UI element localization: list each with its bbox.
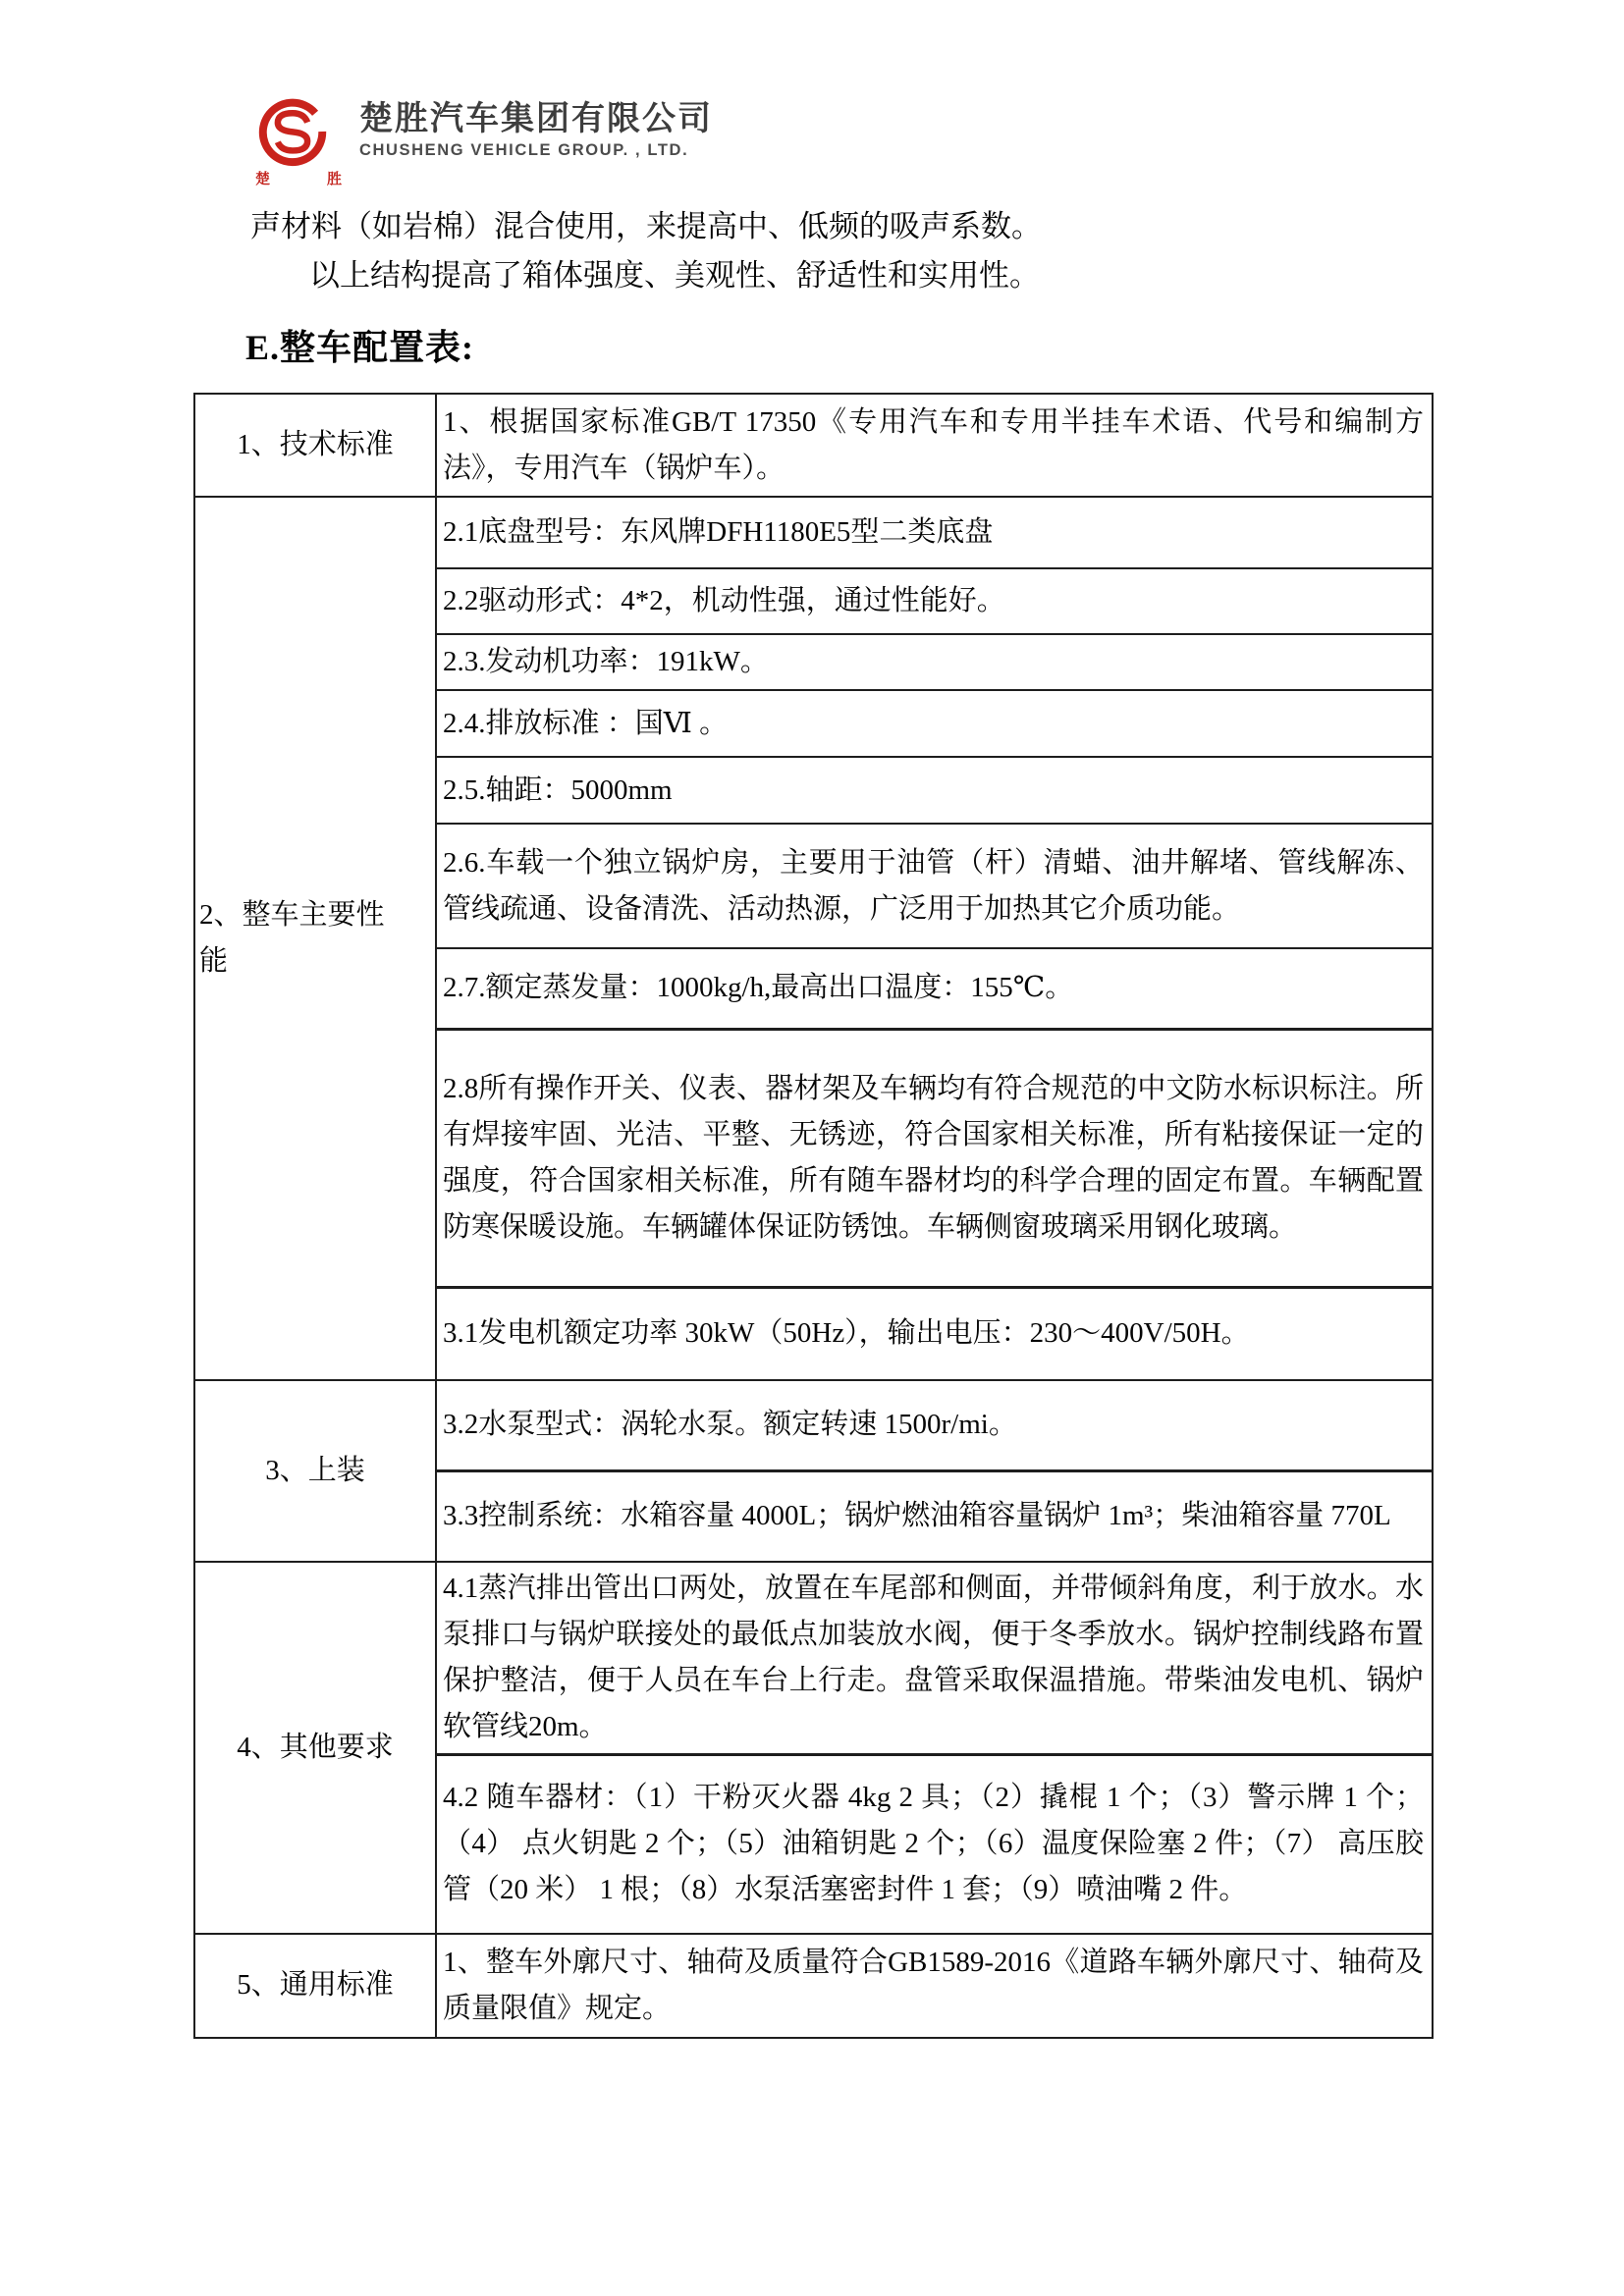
company-names bbox=[359, 96, 713, 160]
table-row bbox=[194, 1934, 1433, 2038]
table-row bbox=[194, 394, 1433, 497]
logo-seal-characters bbox=[255, 168, 342, 188]
row-onboard-equipment: 4.2 随车器材：（1）干粉灭火器 4kg 2 具；（2）撬棍 1 个；（3）警示牌 1 个；（4） 点火钥匙 2 个；（5）油箱钥匙 2 个；（6）温度保险塞 2 件；（7） 高压胶管（20 米） 1 根；（8）水泵活塞密封件 1 套；（9）喷油嘴 2 件。 bbox=[436, 1755, 1433, 1934]
row-drive-type: 2.2驱动形式：4*2，机动性强，通过性能好。 bbox=[436, 568, 1433, 634]
company-name-cn: 楚胜汽车集团有限公司 bbox=[359, 100, 713, 137]
logo-seal-char-left: 楚 bbox=[255, 172, 271, 187]
company-header bbox=[255, 96, 713, 188]
section-label-main-performance bbox=[194, 497, 436, 1380]
company-logo-icon bbox=[257, 96, 328, 167]
intro-paragraph-line-1: 声材料（如岩棉）混合使用，来提高中、低频的吸声系数。 bbox=[250, 209, 1042, 243]
row-engine-power: 2.3.发动机功率：191kW。 bbox=[436, 634, 1433, 690]
logo-seal-char-right: 胜 bbox=[326, 172, 342, 187]
row-general-standard: 1、整车外廓尺寸、轴荷及质量符合GB1589-2016《道路车辆外廓尺寸、轴荷及质量限值》规定。 bbox=[436, 1934, 1433, 2038]
section-label-superstructure: 3、上装 bbox=[194, 1380, 436, 1562]
vehicle-configuration-table bbox=[193, 393, 1434, 2039]
section-label-technical-standard: 1、技术标准 bbox=[194, 394, 436, 497]
section-label-general-standard: 5、通用标准 bbox=[194, 1934, 436, 2038]
row-emission-standard: 2.4.排放标准 ：国Ⅵ 。 bbox=[436, 690, 1433, 757]
row-chassis-model: 2.1底盘型号：东风牌DFH1180E5型二类底盘 bbox=[436, 497, 1433, 568]
row-rated-evaporation: 2.7.额定蒸发量：1000kg/h,最高出口温度：155℃。 bbox=[436, 948, 1433, 1029]
section-heading: E.整车配置表: bbox=[245, 328, 475, 367]
row-generator-rated-power: 3.1发电机额定功率 30kW（50Hz），输出电压：230～400V/50H。 bbox=[436, 1287, 1433, 1380]
row-boiler-room-function: 2.6.车载一个独立锅炉房，主要用于油管（杆）清蜡、油井解堵、管线解冻、管线疏通、设备清洗、活动热源，广泛用于加热其它介质功能。 bbox=[436, 824, 1433, 948]
table-row bbox=[194, 1562, 1433, 1755]
table-row bbox=[194, 497, 1433, 568]
company-name-en: CHUSHENG VEHICLE GROUP. , LTD. bbox=[359, 141, 689, 159]
row-water-pump-type: 3.2水泵型式：涡轮水泵。额定转速 1500r/mi。 bbox=[436, 1380, 1433, 1470]
row-technical-standard: 1、根据国家标准GB/T 17350《专用汽车和专用半挂车术语、代号和编制方法》，专用汽车（锅炉车）。 bbox=[436, 394, 1433, 497]
intro-paragraph-line-2: 以上结构提高了箱体强度、美观性、舒适性和实用性。 bbox=[309, 258, 1040, 293]
section-label-main-performance-text: 2、整车主要性能 bbox=[199, 899, 385, 977]
section-label-other-requirements: 4、其他要求 bbox=[194, 1562, 436, 1934]
row-steam-outlet: 4.1蒸汽排出管出口两处，放置在车尾部和侧面，并带倾斜角度，利于放水。水泵排口与锅炉联接处的最低点加装放水阀，便于冬季放水。锅炉控制线路布置保护整洁，便于人员在车台上行走。盘管采取保温措施。带柴油发电机、锅炉软管线20m。 bbox=[436, 1562, 1433, 1755]
row-wheelbase: 2.5.轴距：5000mm bbox=[436, 757, 1433, 824]
table-row bbox=[194, 1380, 1433, 1470]
row-switches-and-finish: 2.8所有操作开关、仪表、器材架及车辆均有符合规范的中文防水标识标注。所有焊接牢固、光洁、平整、无锈迹，符合国家相关标准，所有粘接保证一定的强度，符合国家相关标准，所有随车器材均的科学合理的固定布置。车辆配置防寒保暖设施。车辆罐体保证防锈蚀。车辆侧窗玻璃采用钢化玻璃。 bbox=[436, 1029, 1433, 1287]
row-control-system: 3.3控制系统：水箱容量 4000L；锅炉燃油箱容量锅炉 1m³；柴油箱容量 770L bbox=[436, 1470, 1433, 1562]
company-logo bbox=[255, 96, 346, 188]
